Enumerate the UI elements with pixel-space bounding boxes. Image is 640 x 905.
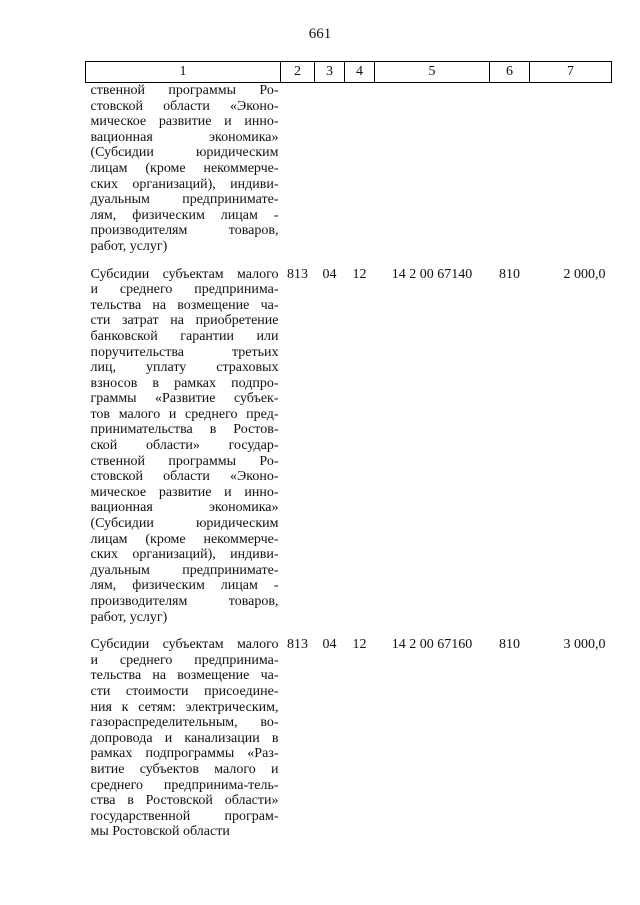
- cell-c5: [375, 83, 490, 255]
- column-header: 3: [315, 62, 345, 83]
- description-line: дуальным предпринимате-: [90, 192, 279, 208]
- description-line: ских организаций), индиви-: [90, 176, 279, 192]
- cell-c7: 3 000,0: [563, 637, 606, 653]
- description-line: ственной программы Ро-: [90, 83, 279, 98]
- description-line: взносов в рамках подпро-: [90, 375, 279, 391]
- cell-c6: [490, 83, 530, 255]
- description-line: тельства на возмещение ча-: [90, 297, 279, 313]
- description-line: (Субсидии юридическим: [90, 516, 279, 532]
- column-header: 4: [345, 62, 375, 83]
- cell-c6: 810: [499, 637, 520, 653]
- description-line: Субсидии субъектам малого: [90, 266, 279, 282]
- description-line: рамках подпрограммы «Раз-: [90, 746, 279, 762]
- cell-c5: 14 2 00 67140: [391, 266, 473, 282]
- table-row: [86, 637, 612, 840]
- column-header: 7: [530, 62, 612, 83]
- description-line: работ, услуг): [90, 609, 168, 625]
- column-header: 6: [490, 62, 530, 83]
- description-line: тельства на возмещение ча-: [90, 668, 279, 684]
- cell-c3: [315, 83, 345, 255]
- page-number: 661: [308, 26, 332, 42]
- description-line: ния к сетям: электрическим,: [90, 699, 279, 715]
- description-line: лям, физическим лицам -: [90, 578, 279, 594]
- description-line: допровода и канализации в: [90, 730, 279, 746]
- description-line: банковской гарантии или: [90, 328, 279, 344]
- description-line: ства в Ростовской области»: [90, 793, 279, 809]
- description-line: газораспределительным, во-: [90, 715, 279, 731]
- description-line: работ, услуг): [90, 238, 168, 254]
- column-header: 1: [86, 62, 281, 83]
- row-description: [86, 83, 281, 255]
- description-line: сти затрат на приобретение: [90, 313, 279, 329]
- description-line: лиц, уплату страховых: [90, 360, 279, 376]
- cell-c7: 2 000,0: [563, 266, 606, 282]
- description-line: ственной программы Ро-: [90, 453, 279, 469]
- description-line: Субсидии субъектам малого: [90, 637, 279, 653]
- cell-c5: 14 2 00 67160: [391, 637, 473, 653]
- description-line: ских организаций), индиви-: [90, 547, 279, 563]
- description-line: лицам (кроме некоммерче-: [90, 531, 279, 547]
- description-line: и среднего предпринима-: [90, 282, 279, 298]
- description-line: и среднего предпринима-: [90, 652, 279, 668]
- description-line: сти стоимости присоедине-: [90, 683, 279, 699]
- description-line: производителям товаров,: [90, 594, 279, 609]
- column-header: 2: [281, 62, 315, 83]
- description-line: производителям товаров,: [90, 223, 279, 239]
- cell-c2: 813: [287, 266, 308, 282]
- description-line: лицам (кроме некоммерче-: [90, 160, 279, 176]
- description-line: принимательства в Ростов-: [90, 422, 279, 438]
- table-row: [86, 83, 612, 255]
- row-description: [86, 267, 281, 626]
- header-row: [86, 62, 612, 83]
- row-spacer: [86, 255, 612, 267]
- budget-table: [85, 61, 612, 840]
- cell-c2: [281, 83, 315, 255]
- description-line: дуальным предпринимате-: [90, 562, 279, 578]
- cell-c3: 04: [322, 637, 337, 653]
- cell-c6: 810: [499, 266, 520, 282]
- cell-c4: 12: [352, 637, 367, 653]
- description-line: мы Ростовской области: [90, 824, 230, 840]
- row-spacer: [86, 625, 612, 637]
- cell-c2: 813: [287, 637, 308, 653]
- description-line: поручительства третьих: [90, 344, 279, 360]
- description-line: граммы «Развитие субъек-: [90, 391, 279, 407]
- description-line: вационная экономика»: [90, 129, 279, 145]
- description-line: мическое развитие и инно-: [90, 484, 279, 500]
- description-line: лям, физическим лицам -: [90, 207, 279, 223]
- row-description: [86, 637, 281, 840]
- cell-c4: 12: [352, 266, 367, 282]
- description-line: государственной програм-: [90, 808, 279, 824]
- column-header: 5: [375, 62, 490, 83]
- description-line: вационная экономика»: [90, 500, 279, 516]
- description-line: (Субсидии юридическим: [90, 145, 279, 161]
- description-line: стовской области «Эконо-: [90, 469, 279, 485]
- description-line: среднего предпринима-тель-: [90, 777, 279, 793]
- description-line: ской области» государ-: [90, 438, 279, 454]
- cell-c4: [345, 83, 375, 255]
- cell-c7: [530, 83, 612, 255]
- description-line: витие субъектов малого и: [90, 761, 279, 777]
- description-line: тов малого и среднего пред-: [90, 406, 279, 422]
- description-line: стовской области «Эконо-: [90, 98, 279, 114]
- cell-c3: 04: [322, 266, 337, 282]
- table-row: [86, 267, 612, 626]
- description-line: мическое развитие и инно-: [90, 114, 279, 130]
